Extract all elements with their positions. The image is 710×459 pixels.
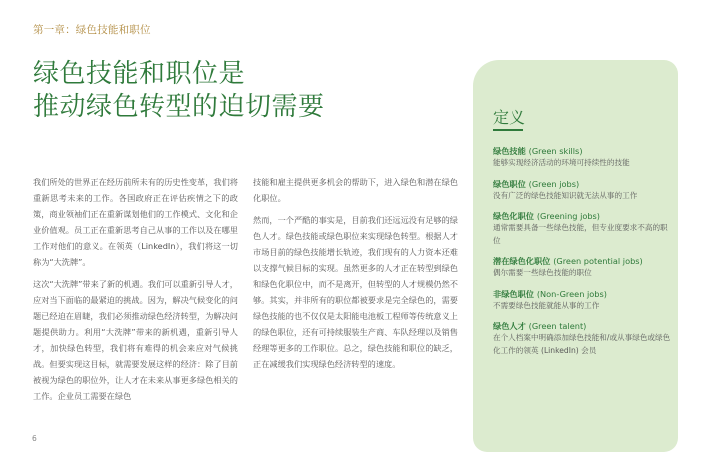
definition-term bbox=[493, 256, 671, 267]
body-column-middle bbox=[253, 174, 458, 378]
title-line-1: 绿色技能和职位是 bbox=[33, 59, 246, 89]
definition-item bbox=[493, 146, 671, 170]
title-line-2: 推动绿色转型的迫切需要 bbox=[33, 92, 325, 122]
term-zh: 绿色人才 bbox=[493, 321, 526, 331]
definition-item bbox=[493, 321, 671, 357]
definition-desc: 没有广泛的绿色技能知识就无法从事的工作 bbox=[493, 190, 638, 200]
term-en: (Green potential jobs) bbox=[553, 256, 643, 266]
page-title bbox=[33, 58, 453, 124]
definition-item bbox=[493, 211, 671, 247]
definitions-heading: 定义 bbox=[493, 108, 526, 127]
definitions-list bbox=[493, 146, 671, 366]
definitions-panel bbox=[473, 60, 678, 452]
definition-item bbox=[493, 256, 671, 280]
definition-term bbox=[493, 289, 671, 300]
chapter-header: 第一章：绿色技能和职位 bbox=[33, 24, 151, 36]
definition-desc: 不需要绿色技能就能从事的工作 bbox=[493, 300, 600, 310]
term-zh: 绿色职位 bbox=[493, 178, 526, 189]
body-column-left bbox=[33, 174, 238, 410]
definition-desc: 通常需要具备一些绿色技能，但专业度要求不高的职位 bbox=[493, 223, 668, 245]
heading-underline bbox=[493, 129, 523, 131]
definition-item bbox=[493, 179, 671, 203]
term-zh: 绿色化职位 bbox=[493, 211, 534, 221]
definition-desc: 偶尔需要一些绿色技能的职位 bbox=[493, 268, 592, 277]
paragraph: 这次“大洗牌”带来了新的机遇。我们可以重新引导人才，应对当下面临的最紧迫的挑战。因为，解决气候变化的问题已经迫在眉睫，我们必须推动绿色经济转型，为解决问题提供助力。利用“大洗牌”带来的新机遇，重新引导人才，加快绿色转型，我们将有难得的机会来应对气候挑战。但要实现这目标，就需要发展这样的经济：除了目前被视为绿色的职位外，让人才在未来从事更多绿色相关的工作。企业员工需要在绿色 bbox=[33, 279, 238, 401]
term-en: (Greening jobs) bbox=[536, 211, 601, 221]
term-zh: 绿色技能 bbox=[493, 146, 526, 156]
term-zh: 非绿色职位 bbox=[493, 288, 534, 299]
term-en: (Green skills) bbox=[528, 146, 583, 156]
definition-desc: 能够实现经济活动的环境可持续性的技能 bbox=[493, 158, 630, 167]
definition-desc: 在个人档案中明确添加绿色技能和/或从事绿色或绿色化工作的领英 (LinkedIn) 会员 bbox=[493, 333, 671, 355]
paragraph: 技能和雇主提供更多机会的帮助下，进入绿色和潜在绿色化职位。 bbox=[253, 177, 458, 203]
term-en: (Non-Green jobs) bbox=[536, 288, 607, 299]
paragraph: 我们所处的世界正在经历前所未有的历史性变革，我们将重新思考未来的工作。各国政府正在评估疾情之下的政策，商业领袖们正在重新谋划他们的工作模式、文化和企业价值观。员工正在重新思考自己从事的工作以及在哪里工作对他们的意义。在领英（LinkedIn），我们将这一切称为“大洗牌”。 bbox=[33, 177, 238, 267]
page-number: 6 bbox=[32, 434, 37, 443]
definition-term bbox=[493, 146, 671, 157]
definition-item bbox=[493, 289, 671, 313]
term-en: (Green talent) bbox=[528, 321, 587, 331]
term-zh: 潜在绿色化职位 bbox=[493, 256, 551, 266]
paragraph: 然而，一个严酷的事实是，目前我们还远远没有足够的绿色人才。绿色技能或绿色职位来实现绿色转型。根据人才市场目前的绿色技能增长轨迹，我们现有的人力资本还难以支撑气候目标的实现。虽然更多的人才正在转型到绿色和绿色化职位中，而不是离开，但转型的人才规模仍然不够。其实，并非所有的职位都被要求是完全绿色的，需要绿色技能的也不仅仅是太阳能电池板工程师等传统意义上的绿色职位，还有可持续服装生产商、车队经理以及销售经理等更多的工作职位。总之，绿色技能和职位的缺乏，正在减缓我们实现绿色经济转型的速度。 bbox=[253, 215, 458, 369]
term-en: (Green jobs) bbox=[528, 178, 580, 189]
definition-term bbox=[493, 211, 671, 222]
definition-term bbox=[493, 321, 671, 332]
definition-term bbox=[493, 179, 671, 190]
